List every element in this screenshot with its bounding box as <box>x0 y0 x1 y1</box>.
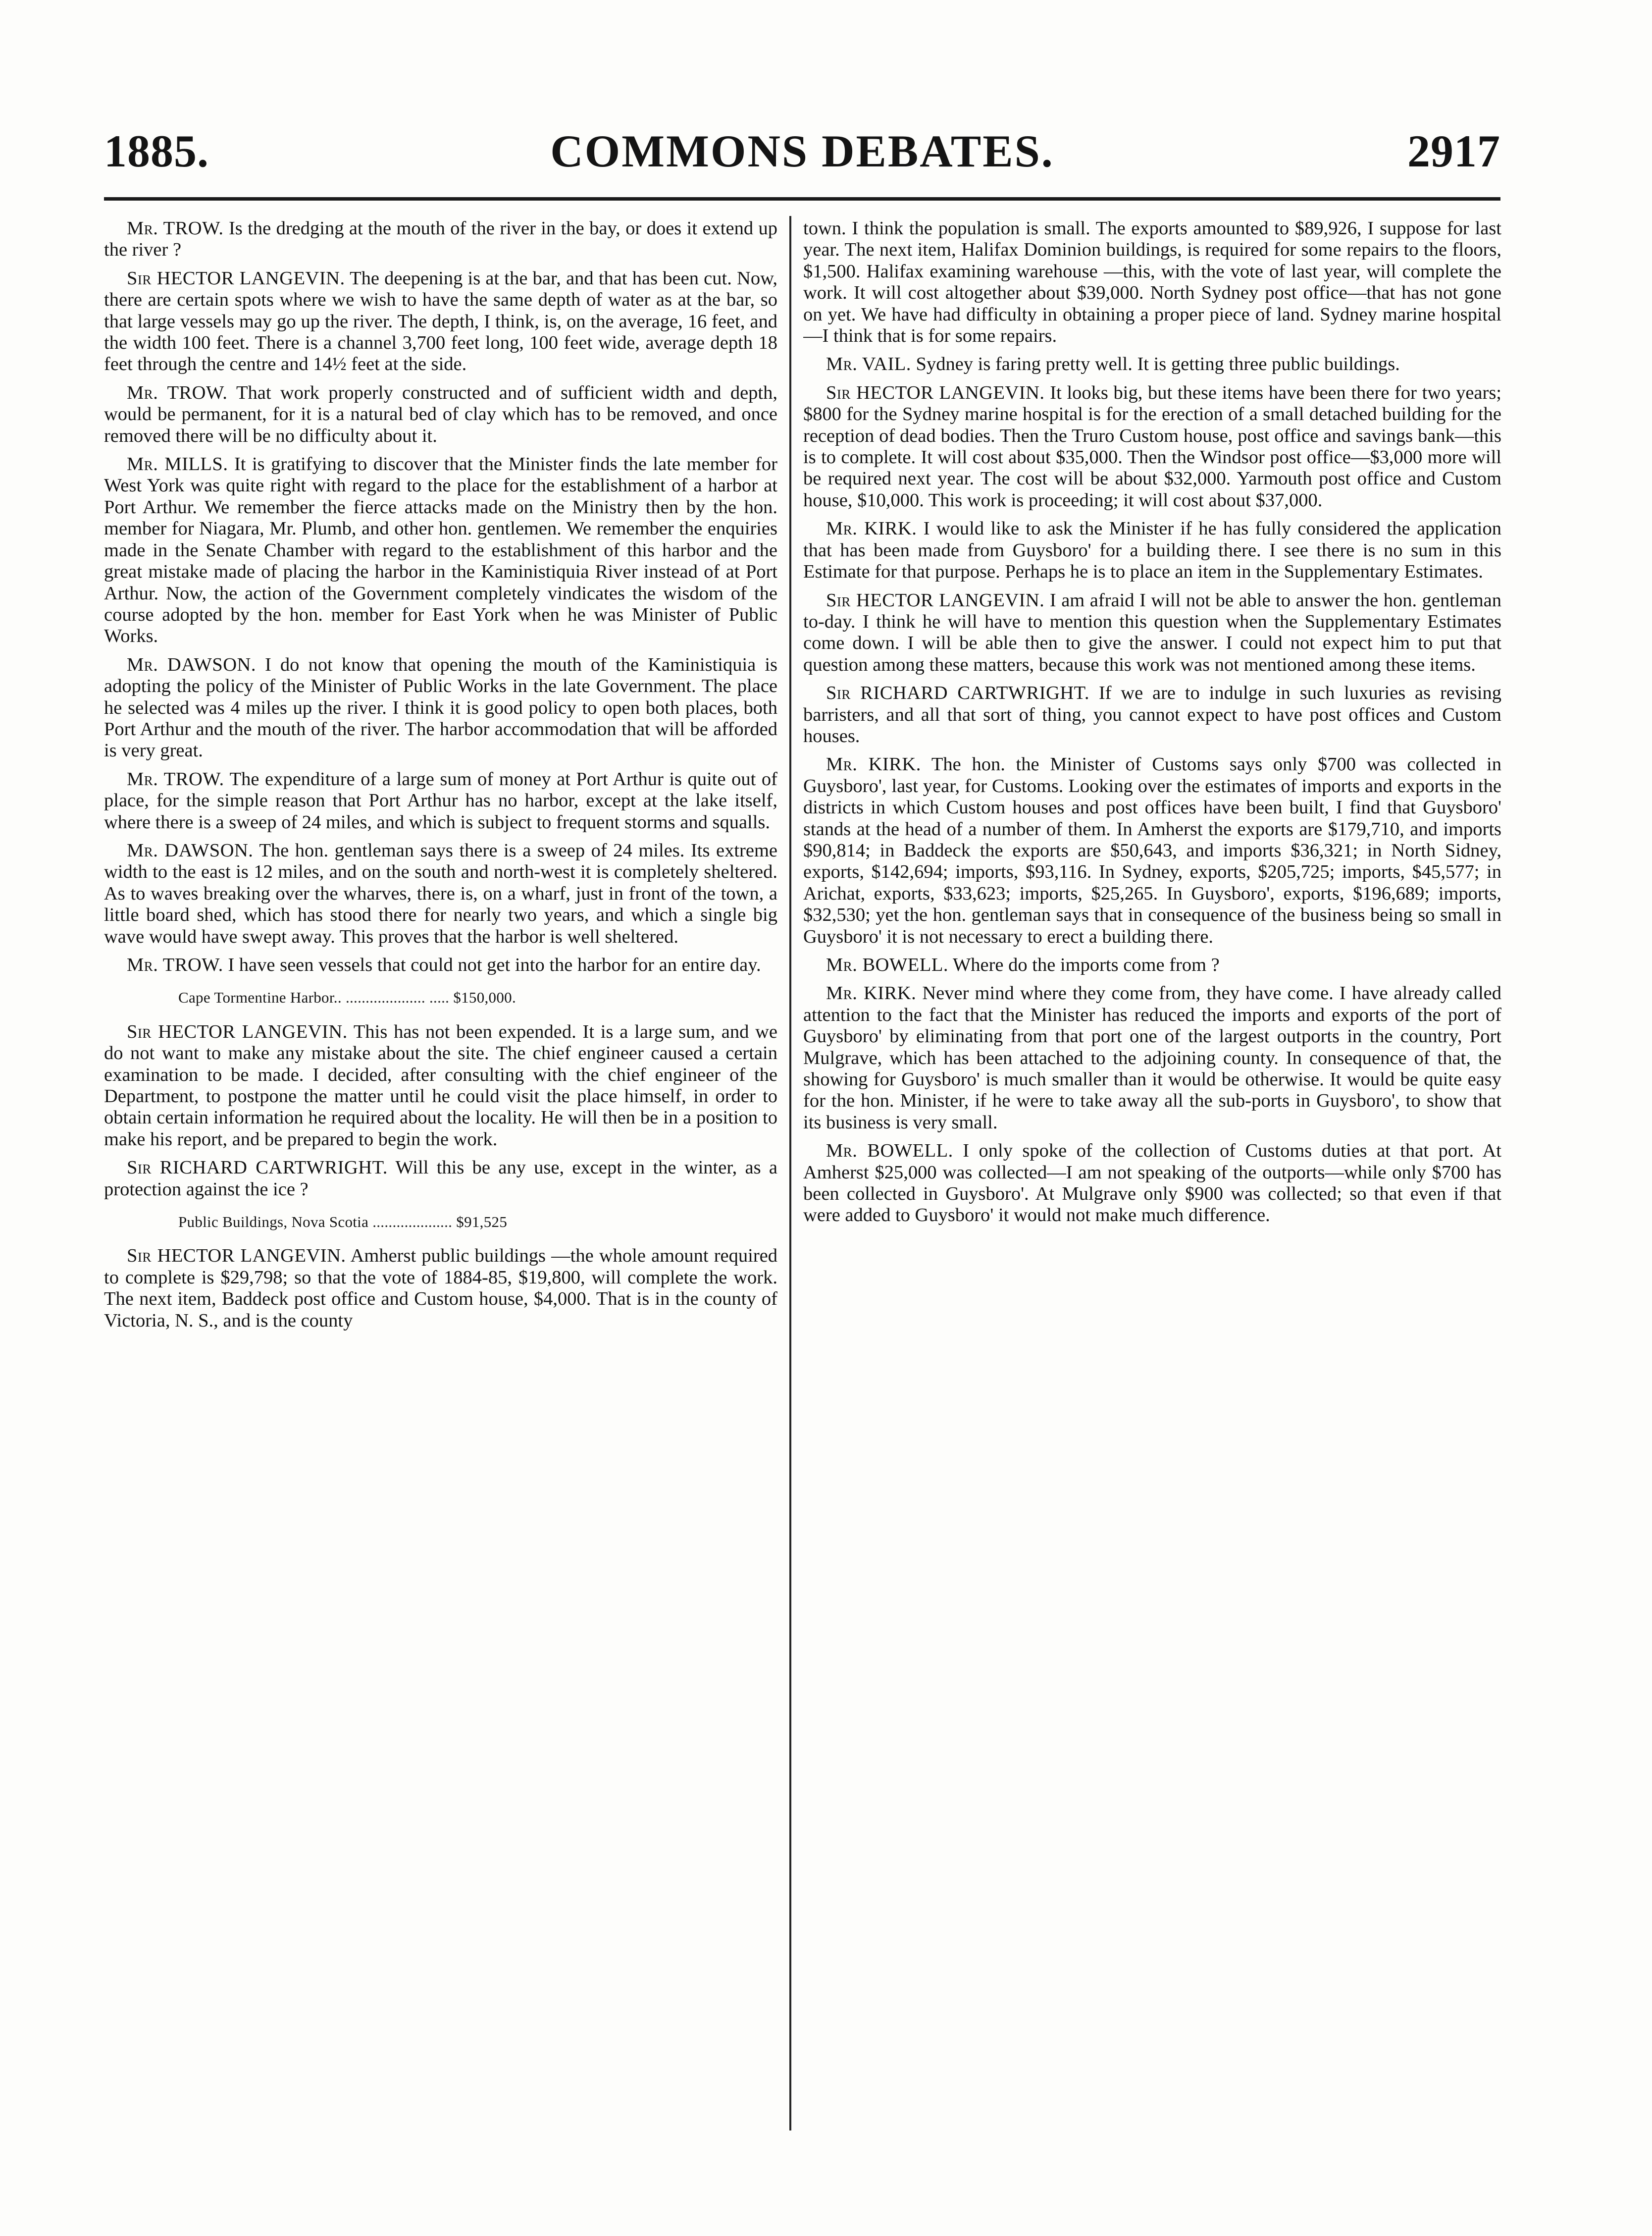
debate-paragraph <box>104 382 777 447</box>
speech-text: Never mind where they come from, they have come. I have already called attention to the fact that the Minister has reduced the imports and exports of the port of Guysboro' by eliminating from that port one of the largest outports in the country, Port Mulgrave, which has been attached to the adjoining county. In consequence of that, the showing for Guysboro' is much smaller than it would be otherwise. It would be quite easy for the hon. Minister, if he were to take away all the sub-ports in Guysboro', to show that its business is very small. <box>803 983 1501 1133</box>
speech-text: Sydney is faring pretty well. It is getting three public buildings. <box>916 354 1400 375</box>
debate-paragraph <box>803 683 1501 747</box>
estimate-item-amount: $150,000. <box>453 989 516 1007</box>
speaker-name: Mr. TROW. <box>127 768 224 790</box>
speech-text: I have seen vessels that could not get into the harbor for an entire day. <box>228 955 761 975</box>
debate-paragraph <box>104 268 777 375</box>
speech-text: I would like to ask the Minister if he has fully considered the application that has been made from Guysboro' for a building there. I see there is no sum in this Estimate for that purpose. Perhaps he is to place an item in the Supplementary Estimates. <box>803 518 1501 583</box>
speaker-name: Sir HECTOR LANGEVIN. <box>127 267 345 289</box>
debate-paragraph <box>104 454 777 647</box>
speech-text: I do not know that opening the mouth of the Kaministiquia is adopting the policy of the Minister of Public Works in the late Government. The place he selected was 4 miles up the river. I think it is good policy to open both places, both Port Arthur and the mouth of the river. The harbor accommodation that will be afforded is very great. <box>104 654 777 761</box>
debate-paragraph <box>803 590 1501 676</box>
speaker-name: Sir HECTOR LANGEVIN. <box>826 589 1045 611</box>
debate-paragraph <box>803 1140 1501 1226</box>
header-rule <box>104 197 1500 201</box>
debate-paragraph <box>104 1157 777 1200</box>
debate-paragraph <box>803 218 1501 347</box>
debate-paragraph <box>803 382 1501 511</box>
speech-text: It is gratifying to discover that the Minister finds the late member for West York was quite right with regard to the place for the establishment of a harbor at Port Arthur. We remember the fierce attacks made on the Ministry then by the hon. member for Niagara, Mr. Plumb, and other hon. gentlemen. We remember the enquiries made in the Senate Chamber with regard to the establishment of this harbor and the great mistake made of placing the harbor in the Kaministiquia River instead of at Port Arthur. Now, the action of the Government completely vindicates the wisdom of the course adopted by the hon. member for East York when he was Minister of Public Works. <box>104 454 777 647</box>
speech-text: The hon. gentleman says there is a sweep of 24 miles. Its extreme width to the east is 12 miles, and on the south and north-west it is completely sheltered. As to waves breaking over the wharves, there is, on a wharf, just in front of the town, a little board shed, which has stood there for nearly two years, and which a single big wave would have swept away. This proves that the harbor is well sheltered. <box>104 840 777 947</box>
right-column <box>803 218 1501 2150</box>
speech-text: The deepening is at the bar, and that has been cut. Now, there are certain spots where we wish to have the same depth of water as at the bar, so that large vessels may go up the river. The depth, I think, is, on the average, 16 feet, and the width 100 feet. There is a channel 3,700 feet long, 100 feet wide, average depth 18 feet through the centre and 14½ feet at the side. <box>104 267 777 375</box>
speaker-name: Sir RICHARD CARTWRIGHT. <box>127 1157 388 1178</box>
speech-text: Amherst public buildings —the whole amount required to complete is $29,798; so that the vote of 1884-85, $19,800, will complete the work. The next item, Baddeck post office and Custom house, $4,000. That is in the county of Victoria, N. S., and is the county <box>104 1245 777 1331</box>
debate-paragraph <box>104 1245 777 1331</box>
speaker-name: Mr. MILLS. <box>127 454 228 475</box>
speaker-name: Mr. KIRK. <box>826 754 921 775</box>
debate-paragraph <box>104 654 777 762</box>
estimate-item-leader: .................... ..... <box>345 989 450 1007</box>
speaker-name: Sir HECTOR LANGEVIN. <box>826 382 1045 403</box>
header-page-number: 2917 <box>1407 126 1500 176</box>
speaker-name: Mr. KIRK. <box>826 518 917 539</box>
speaker-name: Mr. DAWSON. <box>127 654 256 675</box>
estimate-item-label: Public Buildings, Nova Scotia <box>178 1213 369 1231</box>
debate-paragraph <box>104 1021 777 1150</box>
speech-text: That work properly constructed and of sufficient width and depth, would be permanent, for it is a natural bed of clay which has to be removed, and once removed there will be no difficulty about it. <box>104 382 777 446</box>
speech-text: The hon. the Minister of Customs says only $700 was collected in Guysboro', last year, for Customs. Looking over the estimates of imports and exports in the districts in which Custom houses and post offices have been built, I find that Guysboro' stands at the head of a number of them. In Amherst the exports are $179,710, and imports $90,814; in Baddeck the exports are $50,643, and imports $36,321; in North Sidney, exports, $142,694; imports, $93,116. In Sydney, exports, $205,725; imports, $45,577; in Arichat, exports, $33,623; imports, $25,265. In Guysboro', exports, $196,689; imports, $32,530; yet the hon. gentleman says that in consequence of the business being so small in Guysboro' it is not necessary to erect a building there. <box>803 754 1501 947</box>
debate-paragraph <box>803 955 1501 976</box>
estimate-item-leader: .................... <box>372 1213 453 1231</box>
speech-text: It looks big, but these items have been there for two years; $800 for the Sydney marine hospital is for the erection of a small detached building for the reception of dead bodies. Then the Truro Custom house, post office and savings bank—this is to complete. It will cost about $35,000. Then the Windsor post office—$3,000 more will be required next year. The cost will be about $32,000. Yarmouth post office and Custom house, $10,000. This work is proceeding; it will cost about $37,000. <box>803 382 1501 511</box>
speech-text: This has not been expended. It is a large sum, and we do not want to make any mistake about the site. The chief engineer caused a certain examination to be made. I decided, after consulting with the chief engineer of the Department, to postpone the matter until he could visit the place himself, in order to obtain certain information he required about the locality. He will then be in a position to make his report, and be prepared to begin the work. <box>104 1021 777 1150</box>
header-year: 1885. <box>104 126 209 176</box>
speaker-name: Sir RICHARD CARTWRIGHT. <box>826 683 1089 704</box>
speaker-name: Sir HECTOR LANGEVIN. <box>127 1245 346 1267</box>
speaker-name: Mr. BOWELL. <box>826 955 948 975</box>
speaker-name: Mr. TROW. <box>127 955 223 975</box>
speech-text: Will this be any use, except in the winter, as a protection against the ice ? <box>104 1157 777 1200</box>
speech-text: If we are to indulge in such luxuries as revising barristers, and all that sort of thing, you cannot expect to have post offices and Custom houses. <box>803 683 1501 746</box>
speaker-name: Mr. VAIL. <box>826 354 911 375</box>
speaker-name: Mr. KIRK. <box>826 983 917 1004</box>
estimate-item-amount: $91,525 <box>456 1213 508 1231</box>
debate-paragraph <box>104 955 777 976</box>
debate-paragraph <box>803 983 1501 1133</box>
speech-text: I am afraid I will not be able to answer the hon. gentleman to-day. I think he will have to mention this question when the Supplementary Estimates come down. I will be able then to give the answer. I could not expect him to put that question among these matters, because this work was not mentioned among these items. <box>803 589 1501 675</box>
estimate-item <box>104 1211 777 1232</box>
speaker-name: Mr. TROW. <box>127 382 228 403</box>
speaker-name: Mr. TROW. <box>127 218 224 239</box>
estimate-item-label: Cape Tormentine Harbor.. <box>178 989 342 1007</box>
speaker-name: Mr. DAWSON. <box>127 840 254 861</box>
debate-paragraph <box>803 354 1501 375</box>
speech-text: Is the dredging at the mouth of the river in the bay, or does it extend up the river ? <box>104 218 777 261</box>
speech-text: town. I think the population is small. The exports amounted to $89,926, I suppose for last year. The next item, Halifax Dominion buildings, is required for some repairs to the floors, $1,500. Halifax examining warehouse —this, with the vote of last year, will complete the work. It will cost altogether about $39,000. North Sydney post office—that has not gone on yet. We have had difficulty in obtaining a proper piece of land. Sydney marine hospital —I think that is for some repairs. <box>803 218 1501 347</box>
header-title: COMMONS DEBATES. <box>550 126 1054 176</box>
column-divider <box>789 216 791 2130</box>
page-header <box>104 119 1500 198</box>
left-column <box>104 218 777 2150</box>
estimate-item <box>104 987 777 1008</box>
speech-text: I only spoke of the collection of Customs duties at that port. At Amherst $25,000 was collected—I am not speaking of the outports—while only $700 has been collected in Guysboro'. At Mulgrave only $900 was collected; so that even if that were added to Guysboro' it would not make much difference. <box>803 1140 1501 1226</box>
debate-paragraph <box>104 769 777 833</box>
debate-paragraph <box>104 840 777 948</box>
debate-paragraph <box>803 518 1501 583</box>
speaker-name: Mr. BOWELL. <box>826 1140 953 1162</box>
speech-text: The expenditure of a large sum of money at Port Arthur is quite out of place, for the simple reason that Port Arthur has no harbor, except at the lake itself, where there is a sweep of 24 miles, and which is subject to frequent storms and squalls. <box>104 768 777 833</box>
speech-text: Where do the imports come from ? <box>952 955 1220 975</box>
debate-paragraph <box>104 218 777 261</box>
debate-paragraph <box>803 754 1501 948</box>
speaker-name: Sir HECTOR LANGEVIN. <box>127 1021 348 1042</box>
